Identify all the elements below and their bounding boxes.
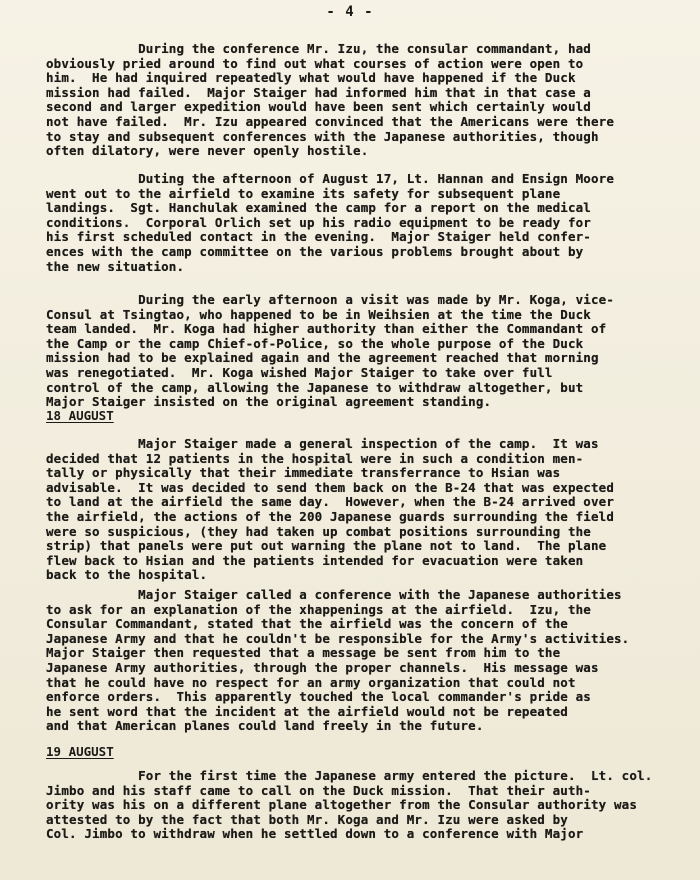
- paragraph-6: For the first time the Japanese army entered the picture. Lt. col. Jimbo and his staff came to call on the Duck mission. That their auth- ority was his on a different plane altogether from the Consular authority was attested to by the fact that both Mr. Koga and Mr. Izu were asked by Col. Jimbo to withdraw when he settled down to a conference with Major: [46, 768, 653, 842]
- page-number: - 4 -: [326, 4, 374, 20]
- paragraph-3: During the early afternoon a visit was made by Mr. Koga, vice- Consul at Tsingtao, who happened to be in Weihsien at the time the Duck team landed. Mr. Koga had higher authority than either the Commandant of the Camp or the camp Chief-of-Police, so the whole purpose of the Duck mission had to be explained again and the agreement reached that morning was renegotiated. Mr. Koga wished Major Staiger to take over full control of the camp, allowing the Japanese to withdraw altogether, but Major Staiger insisted on the original agreement standing.: [46, 292, 614, 410]
- heading-19-august: 19 AUGUST: [46, 744, 114, 759]
- paragraph-5: Major Staiger called a conference with the Japanese authorities to ask for an explanation of the xhappenings at the airfield. Izu, the Consular Commandant, stated that the airfield was the concern of the Japanese Army and that he couldn't be responsible for the Army's activities. Major Staiger then requested that a message be sent from him to the Japanese Army authorities, through the proper channels. His message was that he could have no respect for an army organization that could not enforce orders. This apparently touched the local commander's pride as he sent word that the incident at the airfield would not be repeated and that American planes could land freely in the future.: [46, 587, 630, 734]
- heading-18-august: 18 AUGUST: [46, 408, 114, 423]
- paragraph-1: During the conference Mr. Izu, the consular commandant, had obviously pried around to find out what courses of action were open to him. He had inquired repeatedly what would have happened if the Duck mission had failed. Major Staiger had informed him that in that case a second and larger expedition would have been sent which certainly would not have failed. Mr. Izu appeared convinced that the Americans were there to stay and subsequent conferences with the Japanese authorities, though often dilatory, were never openly hostile.: [46, 41, 614, 159]
- paragraph-4: Major Staiger made a general inspection of the camp. It was decided that 12 patients in the hospital were in such a condition men- tally or physically that their immediate transferrance to Hsian was advisable. It was decided to send them back on the B-24 that was expected to land at the airfield the same day. However, when the B-24 arrived over the airfield, the actions of the 200 Japanese guards surrounding the field were so suspicious, (they had taken up combat positions surrounding the strip) that panels were put out warning the plane not to land. The plane flew back to Hsian and the patients intended for evacuation were taken back to the hospital.: [46, 436, 614, 583]
- paragraph-2: Duting the afternoon of August 17, Lt. Hannan and Ensign Moore went out to the airfield to examine its safety for subsequent plane landings. Sgt. Hanchulak examined the camp for a report on the medical conditions. Corporal Orlich set up his radio equipment to be ready for his first scheduled contact in the evening. Major Staiger held confer- ences with the camp committee on the various problems brought about by the new situation.: [46, 171, 614, 274]
